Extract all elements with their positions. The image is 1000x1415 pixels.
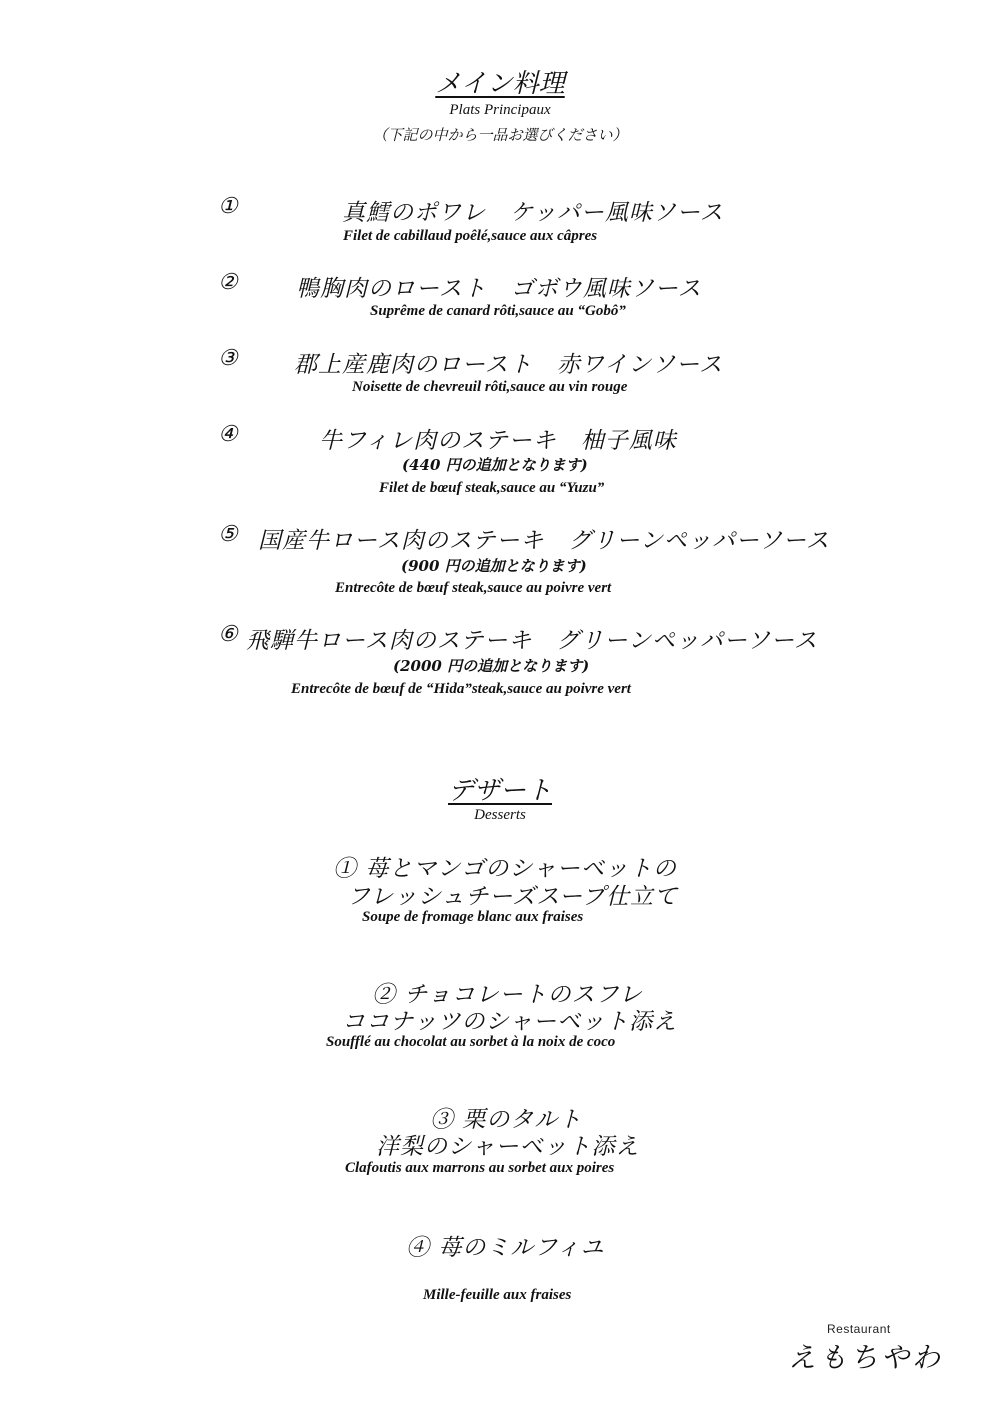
main-course-title: メイン料理	[435, 69, 565, 99]
dessert-1-line2: フレッシュチーズスープ仕立て	[347, 884, 678, 910]
main-course-instruction: （下記の中から一品お選びください）	[372, 128, 628, 144]
item-2-jp: 鴨胸肉のロースト ゴボウ風味ソース	[296, 276, 702, 302]
dessert-4-line1: ④ 苺のミルフィユ	[406, 1235, 605, 1261]
item-6-number: ⑥	[218, 622, 238, 647]
restaurant-logo-script: えもちやわ	[788, 1341, 944, 1374]
dessert-3-fr: Clafoutis aux marrons au sorbet aux poires	[345, 1160, 615, 1176]
restaurant-logo-label: Restaurant	[827, 1322, 891, 1336]
dessert-2-fr: Soufflé au chocolat au sorbet à la noix de coco	[326, 1034, 616, 1050]
item-1-fr: Filet de cabillaud poêlé,sauce aux câpres	[343, 228, 598, 244]
item-2-fr: Suprême de canard rôti,sauce au “Gobô”	[370, 303, 626, 319]
item-5-surcharge: (900 円の追加となります)	[401, 557, 587, 575]
dessert-title: デザート	[447, 776, 552, 806]
item-1-jp: 真鱈のポワレ ケッパー風味ソース	[342, 200, 724, 226]
item-1-number: ①	[218, 194, 238, 219]
item-6-surcharge: (2000 円の追加となります)	[393, 657, 590, 675]
main-course-subtitle: Plats Principaux	[449, 102, 551, 118]
dessert-3-line1: ③ 栗のタルト	[430, 1107, 583, 1133]
item-3-fr: Noisette de chevreuil rôti,sauce au vin rouge	[352, 379, 628, 395]
item-4-fr: Filet de bœuf steak,sauce au “Yuzu”	[379, 480, 605, 496]
dessert-subtitle: Desserts	[474, 807, 526, 823]
dessert-4-fr: Mille-feuille aux fraises	[423, 1287, 572, 1303]
dessert-1-line1: ① 苺とマンゴのシャーベットの	[333, 856, 677, 882]
item-4-number: ④	[218, 422, 238, 447]
item-4-jp: 牛フィレ肉のステーキ 柚子風味	[319, 428, 677, 454]
dessert-1-fr: Soupe de fromage blanc aux fraises	[362, 909, 584, 925]
item-6-jp: 飛騨牛ロース肉のステーキ グリーンペッパーソース	[246, 628, 818, 654]
item-5-number: ⑤	[218, 522, 238, 547]
item-6-fr: Entrecôte de bœuf de “Hida”steak,sauce au poivre vert	[291, 681, 631, 697]
item-2-number: ②	[218, 270, 238, 295]
item-3-jp: 郡上産鹿肉のロースト 赤ワインソース	[294, 352, 724, 378]
item-5-jp: 国産牛ロース肉のステーキ グリーンペッパーソース	[258, 528, 830, 554]
dessert-2-line1: ② チョコレートのスフレ	[372, 982, 643, 1008]
item-5-fr: Entrecôte de bœuf steak,sauce au poivre vert	[335, 580, 612, 596]
dessert-2-line2: ココナッツのシャーベット添え	[342, 1009, 678, 1035]
item-4-surcharge: (440 円の追加となります)	[402, 456, 588, 474]
item-3-number: ③	[218, 346, 238, 371]
dessert-3-line2: 洋梨のシャーベット添え	[376, 1134, 640, 1160]
